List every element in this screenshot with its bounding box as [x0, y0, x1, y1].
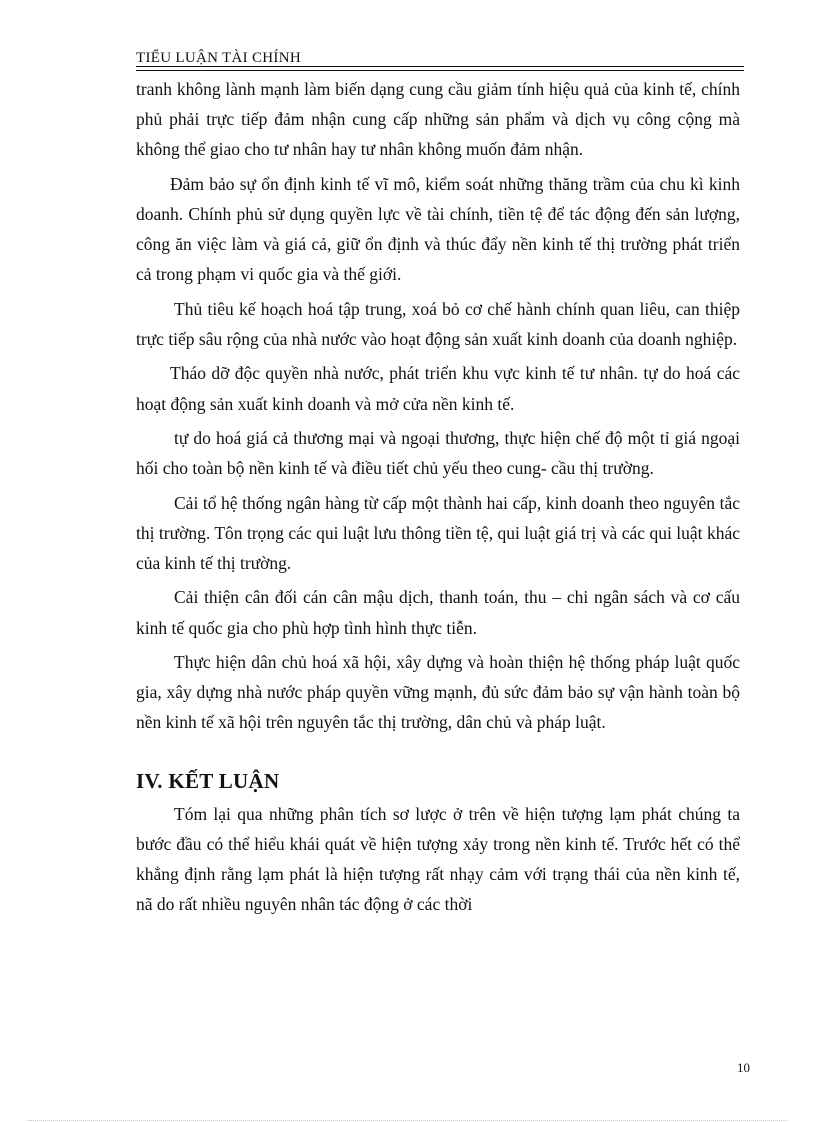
document-body	[136, 74, 740, 924]
paragraph-trade-balance: Cải thiện cân đối cán cân mậu dịch, thanh toán, thu – chi ngân sách và cơ cấu kinh tế quốc gia cho phù hợp tình hình thực tiễn.	[136, 587, 740, 638]
header-rule	[136, 66, 744, 67]
page-header	[136, 49, 744, 67]
paragraph-price-liberalization: tự do hoá giá cả thương mại và ngoại thương, thực hiện chế độ một tỉ giá ngoại hối cho toàn bộ nền kinh tế và điều tiết chủ yếu theo cung- cầu thị trường.	[136, 427, 740, 479]
header-rule-secondary	[136, 70, 744, 71]
paragraph-macro-stability: Đảm bảo sự ổn định kinh tế vĩ mô, kiểm soát những thăng trầm của chu kì kinh doanh. Chính phủ sử dụng quyền lực về tài chính, tiền tệ để tác động đến sản lượng, công ăn việc làm và giá cả, giữ ổn định và thúc đẩy nền kinh tế thị trường phát triển cả trong phạm vi quốc gia và thế giới.	[136, 173, 740, 285]
page-bottom-border	[28, 1120, 788, 1121]
paragraph-banking-reform: Cải tổ hệ thống ngân hàng từ cấp một thành hai cấp, kinh doanh theo nguyên tắc thị trường. Tôn trọng các qui luật lưu thông tiền tệ, qui luật giá trị và các qui luật khác của kinh tế thị trường.	[136, 492, 740, 573]
page-number: 10	[737, 1060, 750, 1075]
paragraph-abolish-planning: Thủ tiêu kế hoạch hoá tập trung, xoá bỏ cơ chế hành chính quan liêu, can thiệp trực tiếp sâu rộng của nhà nước vào hoạt động sản xuất kinh doanh của doanh nghiệp.	[136, 298, 740, 349]
paragraph-state-monopoly: Tháo dỡ độc quyền nhà nước, phát triển khu vực kinh tế tư nhân. tự do hoá các hoạt động sản xuất kinh doanh và mở cửa nền kinh tế.	[136, 363, 740, 414]
header-title: TIỂU LUẬN TÀI CHÍNH	[136, 50, 301, 66]
paragraph-continuation: tranh không lành mạnh làm biến dạng cung cầu giảm tính hiệu quả của kinh tế, chính phủ phải trực tiếp đảm nhận cung cấp những sản phẩm và dịch vụ công cộng mà không thể giao cho tư nhân hay tư nhân không muốn đảm nhận.	[136, 79, 740, 160]
paragraph-democratization: Thực hiện dân chủ hoá xã hội, xây dựng và hoàn thiện hệ thống pháp luật quốc gia, xây dựng nhà nước pháp quyền vững mạnh, đủ sức đảm bảo sự vận hành toàn bộ nền kinh tế xã hội trên nguyên tắc thị trường, dân chủ và pháp luật.	[136, 651, 740, 733]
paragraph-conclusion: Tóm lại qua những phân tích sơ lược ở trên về hiện tượng lạm phát chúng ta bước đầu có thể hiểu khái quát về hiện tượng xảy trong nền kinh tế. Trước hết có thể khẳng định rằng lạm phát là hiện tượng rất nhạy cảm với trạng thái của nền kinh tế, nã do rất nhiều nguyên nhân tác động ở các thời	[136, 803, 740, 915]
section-heading: IV. KẾT LUẬN	[136, 768, 280, 793]
